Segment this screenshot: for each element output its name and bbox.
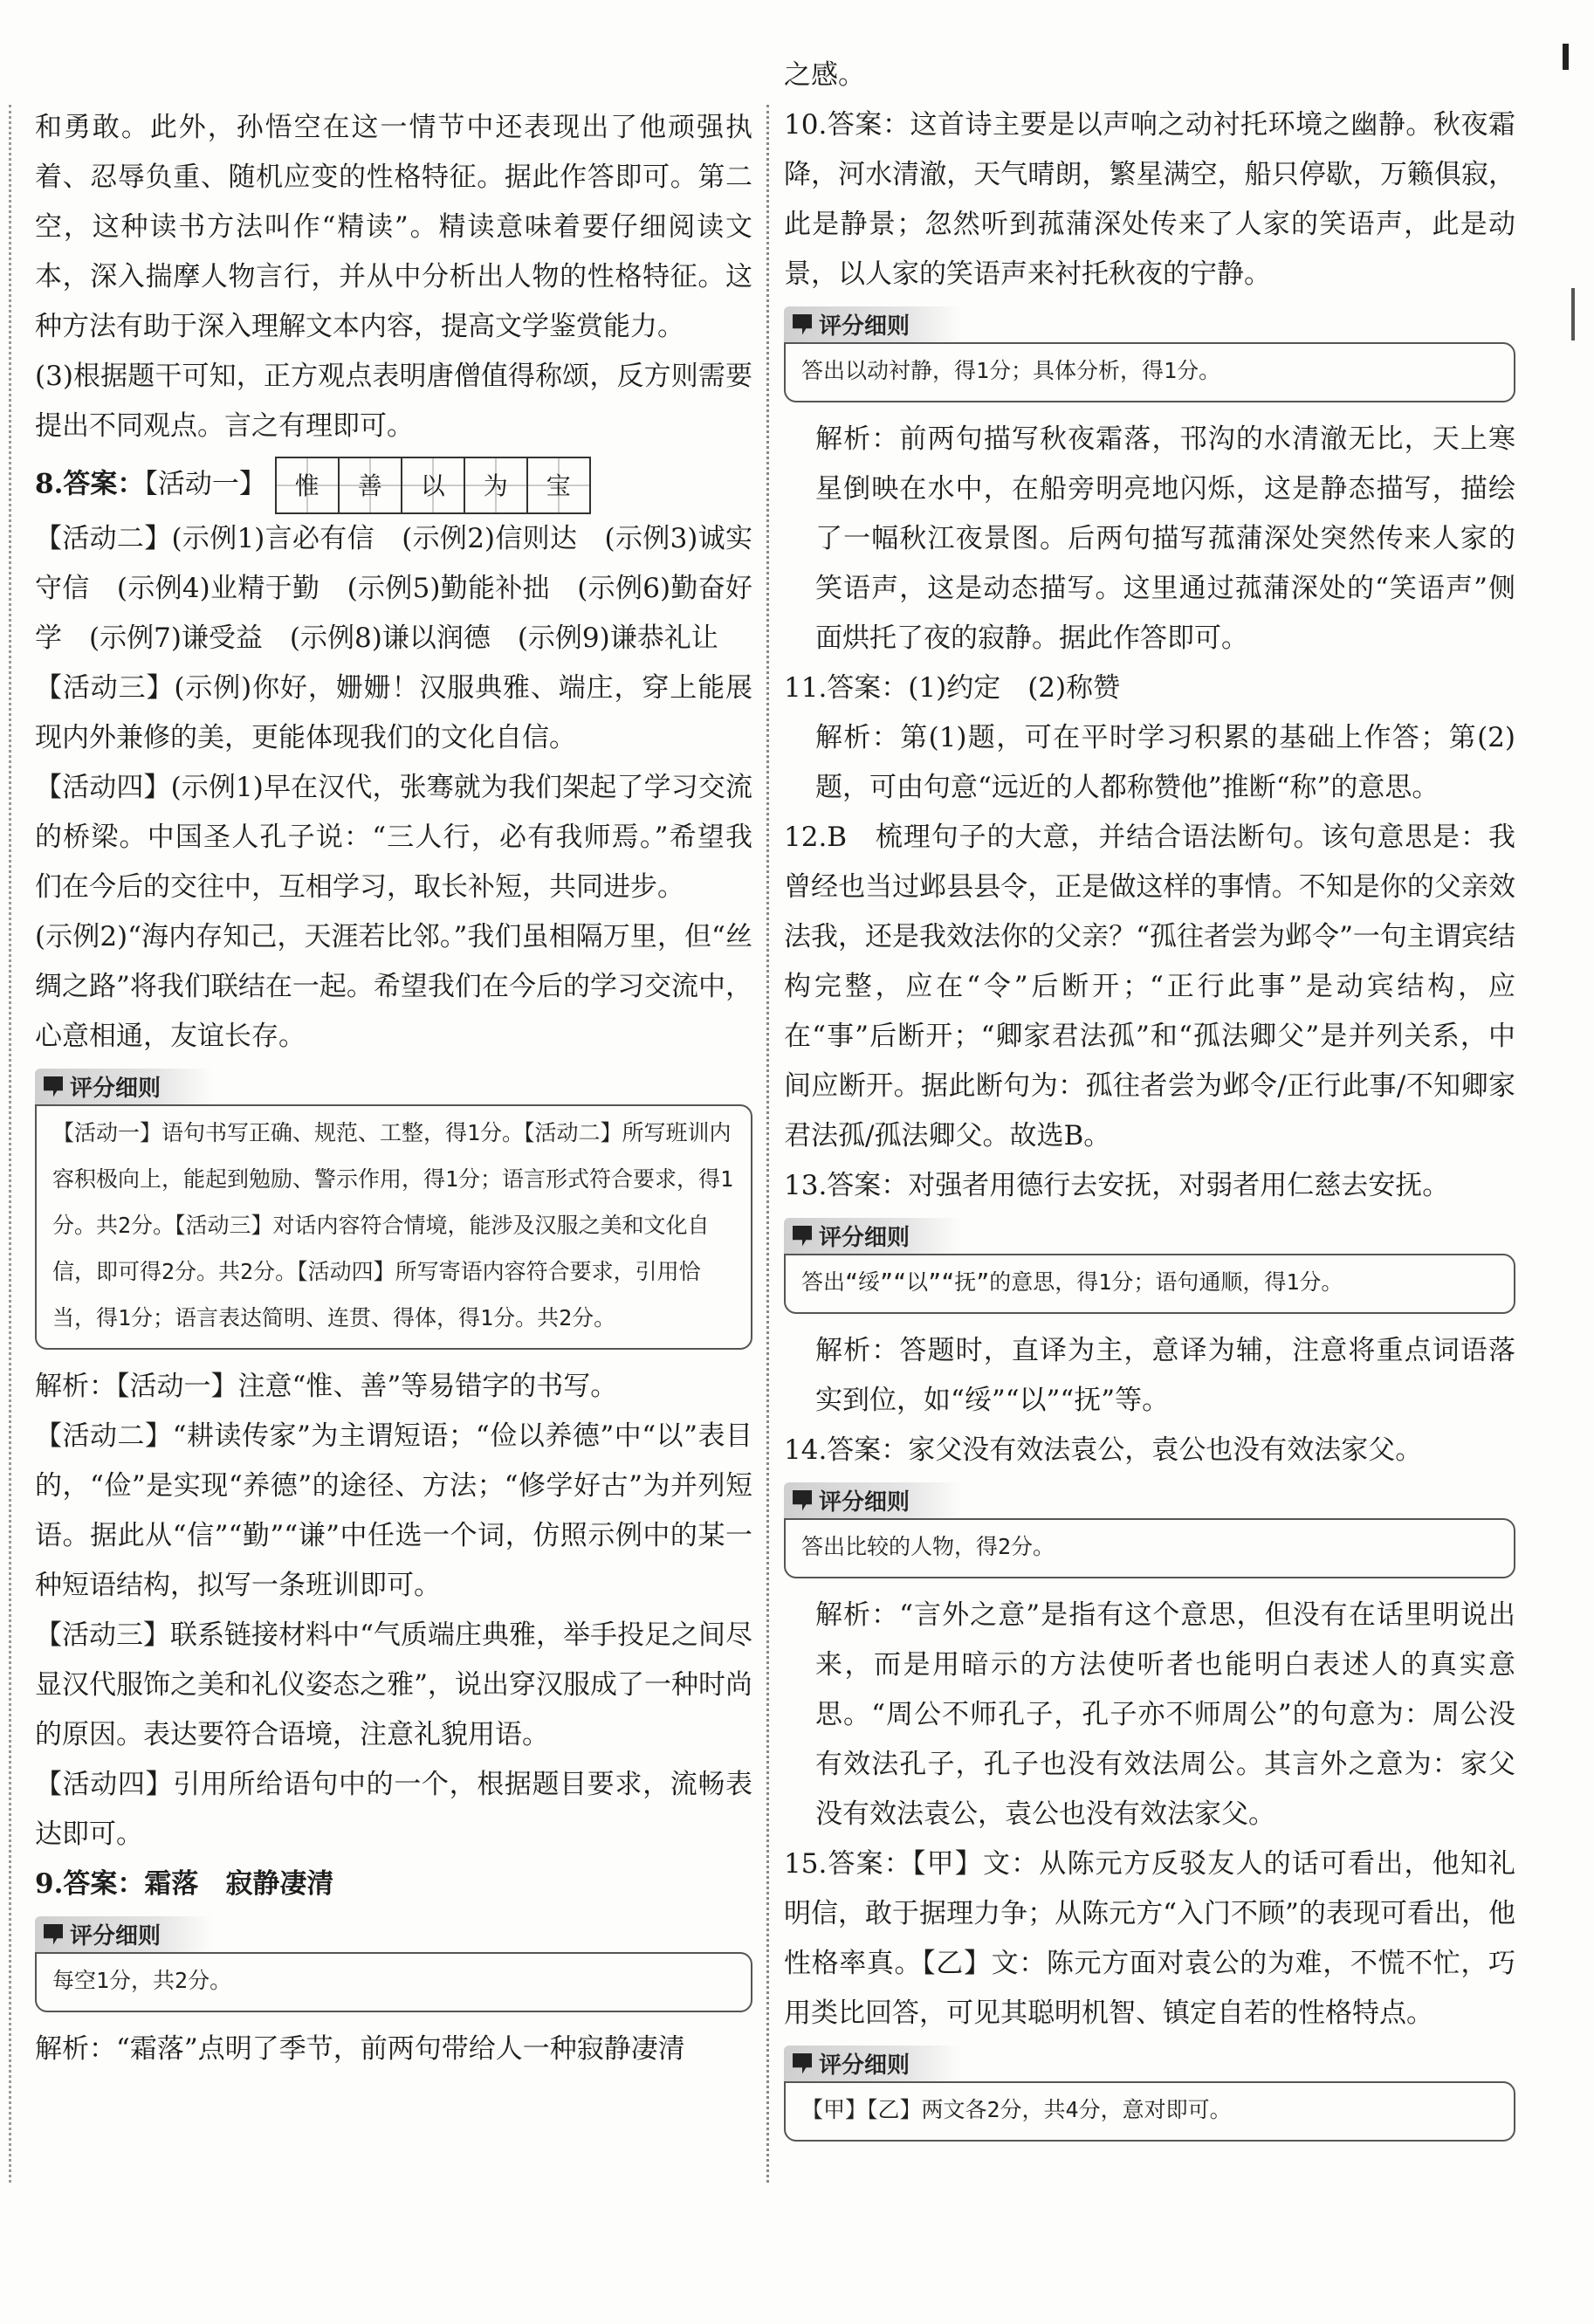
grid-char: 宝 [528,458,589,512]
scoring-header [784,1218,962,1254]
q8-writing-grid [275,457,591,514]
grid-char: 为 [465,458,528,512]
q8-activity4-example2: (示例2)“海内存知己，天涯若比邻。”我们虽相隔万里，但“丝绸之路”将我们联结在一起。希望我们在今后的学习交流中，心意相通，友谊长存。 [35,921,752,1052]
q13-scoring-text: 答出“绥”“以”“抚”的意思，得1分；语句通顺，得1分。 [784,1254,1515,1314]
q9-scoring-box [35,1916,752,2012]
q8-answer-line [35,457,752,514]
q13-analysis: 解析：答题时，直译为主，意译为辅，注意将重点词语落实到位，如“绥”“以”“抚”等。 [815,1335,1515,1416]
book-icon [44,1076,63,1097]
q15-answer: 15.答案：【甲】文：从陈元方反驳友人的话可看出，他知礼明信，敢于据理力争；从陈元方“入门不顾”的表现可看出，他性格率真。【乙】文：陈元方面对袁公的为难，不慌不忙，巧用类比回答，可见其聪明机智、镇定自若的性格特点。 [784,1848,1515,2029]
q10-scoring-text: 答出以动衬静，得1分；具体分析，得1分。 [784,342,1515,402]
grid-char: 惟 [277,458,340,512]
q15-scoring-text: 【甲】【乙】两文各2分，共4分，意对即可。 [784,2081,1515,2142]
q8-activity4: 【活动四】(示例1)早在汉代，张骞就为我们架起了学习交流的桥梁。中国圣人孔子说：“三人行，必有我师焉。”希望我们在今后的交往中，互相学习，取长补短，共同进步。 [35,772,752,903]
q8-scoring-text: 【活动一】语句书写正确、规范、工整，得1分。【活动二】所写班训内容积极向上，能起到勉励、警示作用，得1分；语言形式符合要求，得1分。共2分。【活动三】对话内容符合情境，能涉及汉服之美和文化自信，即可得2分。共2分。【活动四】所写寄语内容符合要求，引用恰当，得1分；语言表达简明、连贯、得体，得1分。共2分。 [35,1104,752,1350]
q12-answer: 12.B 梳理句子的大意，并结合语法断句。该句意思是：我曾经也当过邺县县令，正是做这样的事情。不知是你的父亲效法我，还是我效法你的父亲？“孤往者尝为邺令”一句主谓宾结构完整，应在“令”后断开；“正行此事”是动宾结构，应在“事”后断开；“卿家君法孤”和“孤法卿父”是并列关系，中间应断开。据此断句为：孤往者尝为邺令/正行此事/不知卿家君法孤/孤法卿父。故选B。 [784,822,1515,1152]
scoring-header [784,2046,962,2081]
q8-activity1-label: 【活动一】 [144,468,266,500]
q9-analysis: 解析：“霜落”点明了季节，前两句带给人一种寂静凄清 [35,2033,685,2065]
q14-scoring-text: 答出比较的人物，得2分。 [784,1518,1515,1578]
scoring-header [784,306,962,342]
q10-answer: 10.答案：这首诗主要是以声响之动衬托环境之幽静。秋夜霜降，河水清澈，天气晴朗，繁星满空，船只停歇，万籁俱寂，此是静景；忽然听到菰蒲深处传来了人家的笑语声，此是动景，以人家的笑语声来衬托秋夜的宁静。 [784,109,1515,290]
left-edge-dots [9,105,11,2183]
q15-scoring-box [784,2046,1515,2142]
q8-activity3: 【活动三】(示例)你好，姗姗！汉服典雅、端庄，穿上能展现内外兼修的美，更能体现我们的文化自信。 [35,672,752,753]
book-icon [44,1924,63,1945]
q8-scoring-box [35,1069,752,1350]
book-icon [793,2053,812,2074]
scoring-title: 评分细则 [819,2052,910,2079]
q13-answer: 13.答案：对强者用德行去安抚，对弱者用仁慈去安抚。 [784,1170,1450,1201]
q10-scoring-box [784,306,1515,402]
q9-scoring-text: 每空1分，共2分。 [35,1952,752,2012]
q13-scoring-box [784,1218,1515,1314]
q8-analysis-4: 【活动四】引用所给语句中的一个，根据题目要求，流畅表达即可。 [35,1769,752,1850]
q14-analysis: 解析：“言外之意”是指有这个意思，但没有在话里明说出来，而是用暗示的方法使听者也能明白表述人的真实意思。“周公不师孔子，孔子亦不师周公”的句意为：周公没有效法孔子，孔子也没有效法周公。其言外之意为：家父没有效法袁公，袁公也没有效法家父。 [815,1599,1515,1830]
scoring-header [784,1482,962,1518]
q10-analysis: 解析：前两句描写秋夜霜落，邗沟的水清澈无比，天上寒星倒映在水中，在船旁明亮地闪烁，这是静态描写，描绘了一幅秋江夜景图。后两句描写菰蒲深处突然传来人家的笑语声，这是动态描写。这里通过菰蒲深处的“笑语声”侧面烘托了夜的寂静。据此作答即可。 [815,423,1515,654]
q14-answer: 14.答案：家父没有效法袁公，袁公也没有效法家父。 [784,1434,1423,1466]
right-column [784,59,1515,2154]
q7-continued-paragraph: 和勇敢。此外，孙悟空在这一情节中还表现出了他顽强执着、忍辱负重、随机应变的性格特征。据此作答即可。第二空，这种读书方法叫作“精读”。精读意味着要仔细阅读文本，深入揣摩人物言行，并从中分析出人物的性格特征。这种方法有助于深入理解文本内容，提高文学鉴赏能力。 [35,112,752,342]
q11-answer: 11.答案：(1)约定 (2)称赞 [784,672,1121,704]
q9-analysis-end: 之感。 [784,59,865,91]
book-icon [793,1226,812,1247]
scoring-header [35,1069,213,1104]
q8-analysis-1: 解析：【活动一】注意“惟、善”等易错字的书写。 [35,1371,618,1402]
left-column [35,103,752,2074]
book-icon [793,314,812,335]
book-icon [793,1490,812,1511]
q11-analysis: 解析：第(1)题，可在平时学习积累的基础上作答；第(2)题，可由句意“远近的人都称赞他”推断“称”的意思。 [815,722,1515,803]
edge-mark-lower [1571,288,1575,340]
q9-answer: 9.答案：霜落 寂静凄清 [35,1868,334,1900]
q8-activity2: 【活动二】(示例1)言必有信 (示例2)信则达 (示例3)诚实守信 (示例4)业精于勤 (示例5)勤能补拙 (示例6)勤奋好学 (示例7)谦受益 (示例8)谦以润德 (示例9)谦恭礼让 [35,523,752,654]
q7-part3-paragraph: (3)根据题干可知，正方观点表明唐僧值得称颂，反方则需要提出不同观点。言之有理即可。 [35,361,752,442]
q14-scoring-box [784,1482,1515,1578]
scoring-title: 评分细则 [819,1489,910,1516]
q8-analysis-3: 【活动三】联系链接材料中“气质端庄典雅，举手投足之间尽显汉代服饰之美和礼仪姿态之雅”，说出穿汉服成了一种时尚的原因。表达要符合语境，注意礼貌用语。 [35,1619,752,1750]
scoring-title: 评分细则 [70,1076,161,1102]
grid-char: 善 [340,458,402,512]
scoring-title: 评分细则 [819,313,910,340]
q8-label: 8.答案： [35,468,145,500]
scoring-title: 评分细则 [70,1923,161,1949]
grid-char: 以 [402,458,465,512]
scoring-title: 评分细则 [819,1225,910,1251]
edge-mark [1563,44,1569,70]
column-divider [766,105,769,2183]
scoring-header [35,1916,213,1952]
q8-analysis-2: 【活动二】“耕读传家”为主谓短语；“俭以养德”中“以”表目的，“俭”是实现“养德”的途径、方法；“修学好古”为并列短语。据此从“信”“勤”“谦”中任选一个词，仿照示例中的某一种短语结构，拟写一条班训即可。 [35,1420,752,1601]
